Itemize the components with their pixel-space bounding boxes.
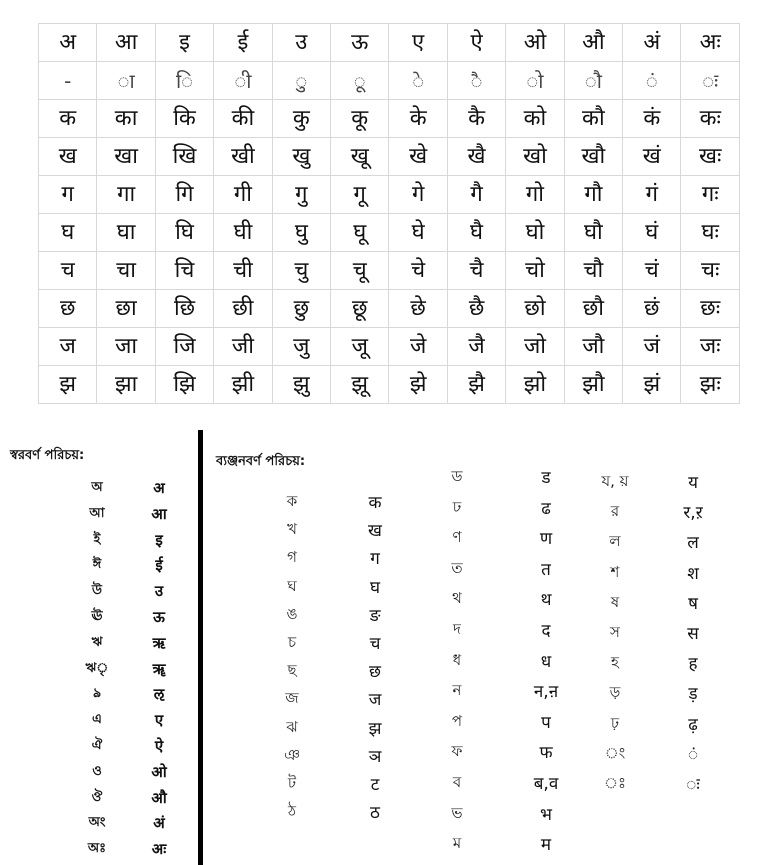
letter-item: ধ (452, 650, 462, 669)
grid-cell: इ (155, 24, 213, 62)
grid-cell: चे (389, 252, 447, 290)
letter-item: ध (540, 651, 552, 672)
letter-item: ল (609, 532, 621, 551)
letter-item: দ (453, 620, 461, 638)
grid-cell: गि (155, 176, 213, 214)
letter-item: ट (370, 775, 380, 795)
grid-cell: झः (681, 366, 740, 404)
grid-cell: ः (681, 62, 740, 100)
vowels-title: স্বরবর্ণ পরিচয়: (10, 448, 85, 463)
letter-item: क (368, 493, 382, 513)
grid-cell: घा (97, 214, 155, 252)
letter-item: অং (88, 815, 106, 831)
grid-cell: जौ (564, 328, 622, 366)
grid-row (39, 328, 740, 366)
letter-item: ঃ (603, 774, 627, 792)
letter-item: ब,व (533, 774, 559, 794)
letter-item: र,ऱ (683, 503, 703, 524)
grid-cell: गः (681, 176, 740, 214)
letter-item: म (540, 835, 552, 856)
letter-item: अं (153, 814, 165, 833)
grid-cell: औ (564, 24, 622, 62)
grid-cell: जै (447, 328, 505, 366)
letter-item: ऊ (153, 608, 165, 626)
letter-item: ব (452, 773, 462, 791)
grid-cell: कू (331, 100, 389, 138)
grid-cell: घै (447, 214, 505, 252)
grid-cell: छौ (564, 290, 622, 328)
grid-cell: घू (331, 214, 389, 252)
grid-cell: ए (389, 24, 447, 62)
grid-cell: खः (681, 138, 740, 176)
letter-item: ण (539, 529, 553, 550)
letter-item: घ (369, 577, 381, 598)
letter-item: ঝ (286, 717, 298, 736)
grid-cell: ं (623, 62, 681, 100)
grid-cell: कै (447, 100, 505, 138)
grid-row (39, 252, 740, 290)
grid-cell: की (214, 100, 272, 138)
grid-cell: घो (506, 214, 564, 252)
grid-cell: झू (331, 366, 389, 404)
letter-item: ঋৃ (85, 660, 109, 676)
grid-cell: उ (272, 24, 330, 62)
grid-cell: गी (214, 176, 272, 214)
letter-item: আ (89, 505, 105, 521)
grid-cell: झी (214, 366, 272, 404)
grid-cell: चू (331, 252, 389, 290)
grid-cell: ग (39, 176, 97, 214)
grid-cell: छे (389, 290, 447, 328)
letter-item: ज (368, 690, 382, 711)
grid-row (39, 24, 740, 62)
grid-row (39, 290, 740, 328)
grid-cell: कि (155, 100, 213, 138)
grid-cell: छः (681, 290, 740, 328)
letter-item: ও (92, 763, 102, 779)
grid-cell: खे (389, 138, 447, 176)
letter-item: ত (451, 558, 463, 577)
grid-cell: छि (155, 290, 213, 328)
letter-item: ষ (610, 592, 620, 611)
letter-item: त (541, 559, 551, 580)
letter-item: ढ (541, 498, 551, 519)
grid-cell: अ (39, 24, 97, 62)
letter-item: চ (287, 633, 297, 651)
grid-cell: जू (331, 328, 389, 366)
letter-item: ং (604, 743, 626, 762)
grid-row (39, 176, 740, 214)
grid-cell: छो (506, 290, 564, 328)
letter-item: आ (151, 504, 167, 523)
letter-item: ঐ (91, 738, 103, 753)
letter-item: ए (154, 711, 164, 730)
grid-cell: चै (447, 252, 505, 290)
letter-item: ঌ (93, 686, 101, 702)
grid-cell: े (389, 62, 447, 100)
letter-item: द (541, 621, 551, 641)
letter-item: ठ (370, 803, 380, 824)
letter-item: छ (369, 662, 381, 683)
grid-cell: खौ (564, 138, 622, 176)
letter-item: ঠ (287, 802, 297, 821)
letter-item: ॠ (152, 659, 166, 678)
letter-item: ঙ (286, 604, 298, 623)
letter-item: অ (91, 480, 103, 495)
grid-cell: झौ (564, 366, 622, 404)
grid-cell: गु (272, 176, 330, 214)
grid-cell: गे (389, 176, 447, 214)
grid-row (39, 366, 740, 404)
letter-item: ड (541, 468, 551, 488)
grid-cell: चौ (564, 252, 622, 290)
grid-cell: गौ (564, 176, 622, 214)
grid-row (39, 62, 740, 100)
grid-cell: ौ (564, 62, 622, 100)
divider-line (198, 430, 203, 865)
grid-cell: ू (331, 62, 389, 100)
grid-cell: गा (97, 176, 155, 214)
letter-item: ফ (451, 742, 463, 761)
grid-cell: ु (272, 62, 330, 100)
letter-item: ন (452, 681, 462, 700)
letter-item: च (369, 634, 381, 654)
letter-item: अः (151, 840, 167, 859)
grid-cell: चु (272, 252, 330, 290)
grid-cell: जी (214, 328, 272, 366)
grid-cell: का (97, 100, 155, 138)
letter-item: ঘ (287, 576, 297, 595)
grid-cell: गै (447, 176, 505, 214)
letter-item: ख (368, 521, 382, 542)
letter-item: य (688, 473, 698, 493)
letter-item: এ (92, 712, 102, 728)
letter-item: प (541, 712, 551, 733)
letter-item: अ (153, 479, 165, 497)
letter-item: ह (688, 654, 698, 675)
grid-cell: घः (681, 214, 740, 252)
letter-item: ভ (451, 803, 463, 822)
grid-cell: घे (389, 214, 447, 252)
letter-item: ম (452, 834, 462, 853)
grid-cell: ऐ (447, 24, 505, 62)
letter-item: ग (370, 549, 380, 570)
letter-item: থ (452, 589, 462, 608)
letter-item: ई (155, 556, 163, 575)
letter-item: औ (151, 788, 167, 807)
grid-cell: झ (39, 366, 97, 404)
letter-item: প (451, 711, 463, 730)
letter-item: उ (154, 582, 164, 601)
grid-cell: खै (447, 138, 505, 176)
letter-item: র (610, 502, 620, 521)
grid-cell: छु (272, 290, 330, 328)
barakhadi-grid (38, 23, 740, 404)
letter-item: ঋ (91, 634, 103, 650)
grid-cell: चो (506, 252, 564, 290)
grid-cell: गं (623, 176, 681, 214)
grid-cell: छी (214, 290, 272, 328)
letter-item: খ (287, 520, 297, 539)
grid-cell: गो (506, 176, 564, 214)
letter-item: ल (687, 533, 699, 554)
letter-item: फ (539, 743, 553, 764)
grid-cell: कं (623, 100, 681, 138)
grid-cell: ो (506, 62, 564, 100)
grid-cell: कः (681, 100, 740, 138)
grid-cell: घु (272, 214, 330, 252)
grid-cell: झु (272, 366, 330, 404)
grid-cell: ख (39, 138, 97, 176)
letter-item: ক (286, 492, 298, 510)
grid-cell: ज (39, 328, 97, 366)
letter-item: ড় (609, 683, 621, 702)
letter-item: ष (688, 593, 698, 614)
grid-cell: छू (331, 290, 389, 328)
letter-item: ङ (369, 605, 381, 626)
grid-cell: ची (214, 252, 272, 290)
grid-cell: ा (97, 62, 155, 100)
grid-cell: खी (214, 138, 272, 176)
grid-row (39, 214, 740, 252)
grid-cell: जे (389, 328, 447, 366)
grid-cell: जः (681, 328, 740, 366)
grid-cell: खु (272, 138, 330, 176)
letter-item: ঢ (452, 497, 462, 516)
grid-cell: - (39, 62, 97, 100)
grid-cell: ि (155, 62, 213, 100)
grid-cell: झे (389, 366, 447, 404)
grid-cell: ी (214, 62, 272, 100)
grid-cell: आ (97, 24, 155, 62)
letter-item: ञ (368, 746, 382, 767)
grid-cell: चि (155, 252, 213, 290)
grid-cell: झा (97, 366, 155, 404)
grid-cell: जि (155, 328, 213, 366)
grid-cell: झं (623, 366, 681, 404)
grid-cell: कौ (564, 100, 622, 138)
letter-item: স (610, 623, 620, 641)
letter-item: ট (287, 774, 297, 792)
grid-cell: खो (506, 138, 564, 176)
letter-item: ढ़ (688, 714, 698, 735)
grid-cell: चं (623, 252, 681, 290)
grid-cell: चः (681, 252, 740, 290)
letter-item: स (687, 624, 699, 644)
grid-row (39, 100, 740, 138)
grid-cell: को (506, 100, 564, 138)
letter-item: উ (91, 583, 103, 599)
letter-item: অঃ (87, 841, 107, 857)
grid-cell: ै (447, 62, 505, 100)
grid-cell: च (39, 252, 97, 290)
grid-cell: झै (447, 366, 505, 404)
grid-cell: अं (623, 24, 681, 62)
letter-item: इ (155, 530, 163, 549)
letter-item: ই (93, 531, 101, 547)
letter-item: थ (540, 590, 552, 611)
grid-cell: खं (623, 138, 681, 176)
consonants-title: ব্যঞ্জনবর্ণ পরিচয়: (216, 454, 306, 469)
grid-cell: छा (97, 290, 155, 328)
grid-cell: घ (39, 214, 97, 252)
grid-cell: अः (681, 24, 740, 62)
grid-row (39, 138, 740, 176)
letter-item: য, য় (601, 472, 629, 490)
grid-cell: ओ (506, 24, 564, 62)
letter-item: ঞ (284, 745, 300, 764)
grid-cell: जा (97, 328, 155, 366)
letter-item: ছ (287, 661, 297, 680)
grid-cell: खू (331, 138, 389, 176)
grid-cell: घं (623, 214, 681, 252)
letter-item: ं (687, 744, 699, 765)
letter-item: ऐ (154, 737, 164, 755)
grid-cell: क (39, 100, 97, 138)
grid-cell: झि (155, 366, 213, 404)
letter-item: ऋ (152, 633, 166, 652)
grid-cell: घि (155, 214, 213, 252)
grid-cell: झो (506, 366, 564, 404)
letter-item: ণ (452, 528, 462, 547)
grid-cell: जु (272, 328, 330, 366)
letter-item: ः (686, 775, 700, 795)
letter-item: न,ऩ (533, 682, 559, 703)
letter-item: ओ (151, 762, 167, 781)
letter-item: গ (287, 548, 297, 567)
grid-cell: छ (39, 290, 97, 328)
grid-cell: चा (97, 252, 155, 290)
letter-item: জ (285, 689, 299, 708)
letter-item: শ (610, 562, 620, 581)
letter-item: ड़ (688, 684, 698, 705)
letter-item: ড (451, 467, 463, 485)
grid-cell: छं (623, 290, 681, 328)
grid-cell: जं (623, 328, 681, 366)
letter-item: ঈ (92, 557, 102, 573)
grid-cell: छै (447, 290, 505, 328)
grid-cell: खा (97, 138, 155, 176)
letter-item: झ (368, 718, 382, 739)
letter-item: भ (540, 804, 552, 825)
letter-item: ঔ (91, 789, 103, 805)
grid-cell: घौ (564, 214, 622, 252)
grid-cell: ई (214, 24, 272, 62)
grid-cell: के (389, 100, 447, 138)
grid-cell: जो (506, 328, 564, 366)
grid-cell: घी (214, 214, 272, 252)
letter-item: হ (611, 653, 619, 672)
letter-item: श (687, 563, 699, 584)
letter-item: ঊ (91, 609, 103, 624)
letter-item: ऌ (153, 685, 165, 704)
grid-cell: ऊ (331, 24, 389, 62)
grid-cell: कु (272, 100, 330, 138)
grid-cell: गू (331, 176, 389, 214)
grid-cell: खि (155, 138, 213, 176)
letter-item: ঢ় (610, 713, 620, 732)
